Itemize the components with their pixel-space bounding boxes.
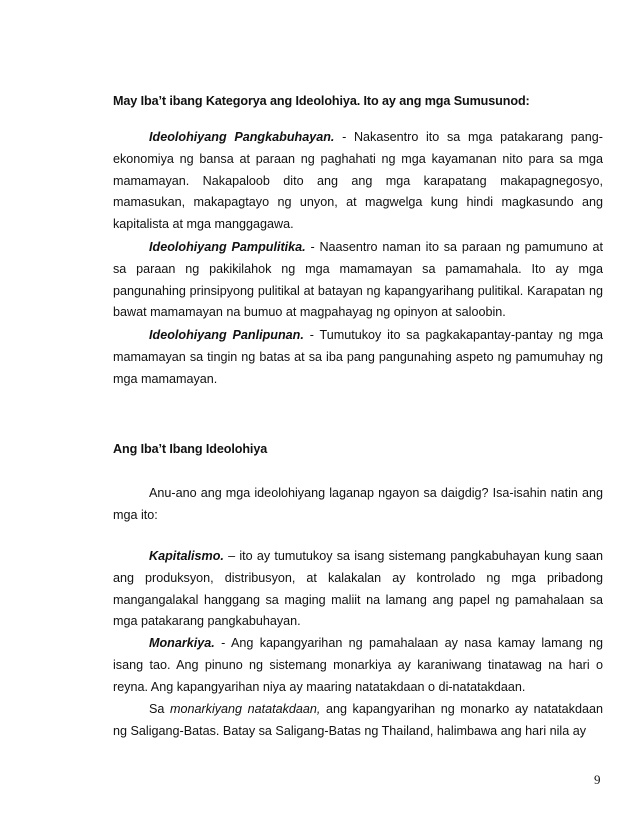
term-kapitalismo: Kapitalismo. (149, 549, 224, 563)
paragraph-panlipunan-text: - Tumutukoy ito sa pagkakapantay-pantay ng mga mamamayan sa tingin ng batas at sa iba pang pangunahing aspeto ng pamumuhay ng mga mamamayan. (113, 328, 603, 386)
paragraph-monarkiyang-natatakdaan (113, 699, 603, 743)
paragraph-intro (113, 483, 603, 527)
paragraph-monarkiyang-natatakdaan-text: ang kapangyarihan ng monarko ay natatakdaan ng Saligang-Batas. Batay sa Saligang-Batas ng Thailand, halimbawa ang hari nila ay (113, 702, 603, 738)
paragraph-lead: Sa (149, 702, 170, 716)
paragraph-pangkabuhayan (113, 127, 603, 236)
term-pampulitika: Ideolohiyang Pampulitika. (149, 240, 306, 254)
term-monarkiyang-natatakdaan: monarkiyang natatakdaan, (169, 702, 321, 716)
paragraph-kapitalismo-text: – ito ay tumutukoy sa isang sistemang pangkabuhayan kung saan ang produksyon, distribusyon, at kalakalan ay kontrolado ng mga pribadong mangangalakal hanggang sa maging maliit na lamang ang papel ng pamahalaan sa mga patakarang pangkabuhayan. (113, 549, 603, 629)
paragraph-pampulitika-text: - Naasentro naman ito sa paraan ng pamumuno at sa paraan ng pakikilahok ng mga mamamayan sa pamamahala. Ito ay mga pangunahing prinsipyong pulitikal at batayan ng kapangyarihang pulitikal. Karapatan ng bawat mamamayan na bumuo at magpahayag ng opinyon at saloobin. (113, 240, 603, 320)
paragraph-monarkiya-text: - Ang kapangyarihan ng pamahalaan ay nasa kamay lamang ng isang tao. Ang pinuno ng sistemang monarkiya ay karaniwang tinatawag na hari o reyna. Ang kapangyarihan niya ay maaring natatakdaan o di-natatakdaan. (113, 636, 603, 694)
paragraph-kapitalismo (113, 546, 603, 633)
paragraph-intro-text: Anu-ano ang mga ideolohiyang laganap ngayon sa daigdig? Isa-isahin natin ang mga ito: (113, 486, 603, 522)
section-heading-categories: May Iba’t ibang Kategorya ang Ideolohiya. Ito ay ang mga Sumusunod: (113, 94, 530, 108)
section-heading-ideologies: Ang Iba’t Ibang Ideolohiya (113, 442, 268, 456)
paragraph-panlipunan (113, 325, 603, 390)
term-monarkiya: Monarkiya. (149, 636, 215, 650)
term-panlipunan: Ideolohiyang Panlipunan. (149, 328, 304, 342)
paragraph-monarkiya (113, 633, 603, 698)
term-pangkabuhayan: Ideolohiyang Pangkabuhayan. (149, 130, 335, 144)
page-number: 9 (594, 772, 601, 787)
paragraph-pangkabuhayan-text: - Nakasentro ito sa mga patakarang pang-ekonomiya ng bansa at paraan ng paghahati ng mga kayamanan nito para sa mga mamamayan. Nakapaloob dito ang ang mga karapatang makapagnegosyo, mamasukan, makapagtayo ng unyon, at magwelga kung hindi magkasundo ang kapitalista at mga manggagawa. (113, 130, 604, 232)
paragraph-pampulitika (113, 237, 603, 324)
